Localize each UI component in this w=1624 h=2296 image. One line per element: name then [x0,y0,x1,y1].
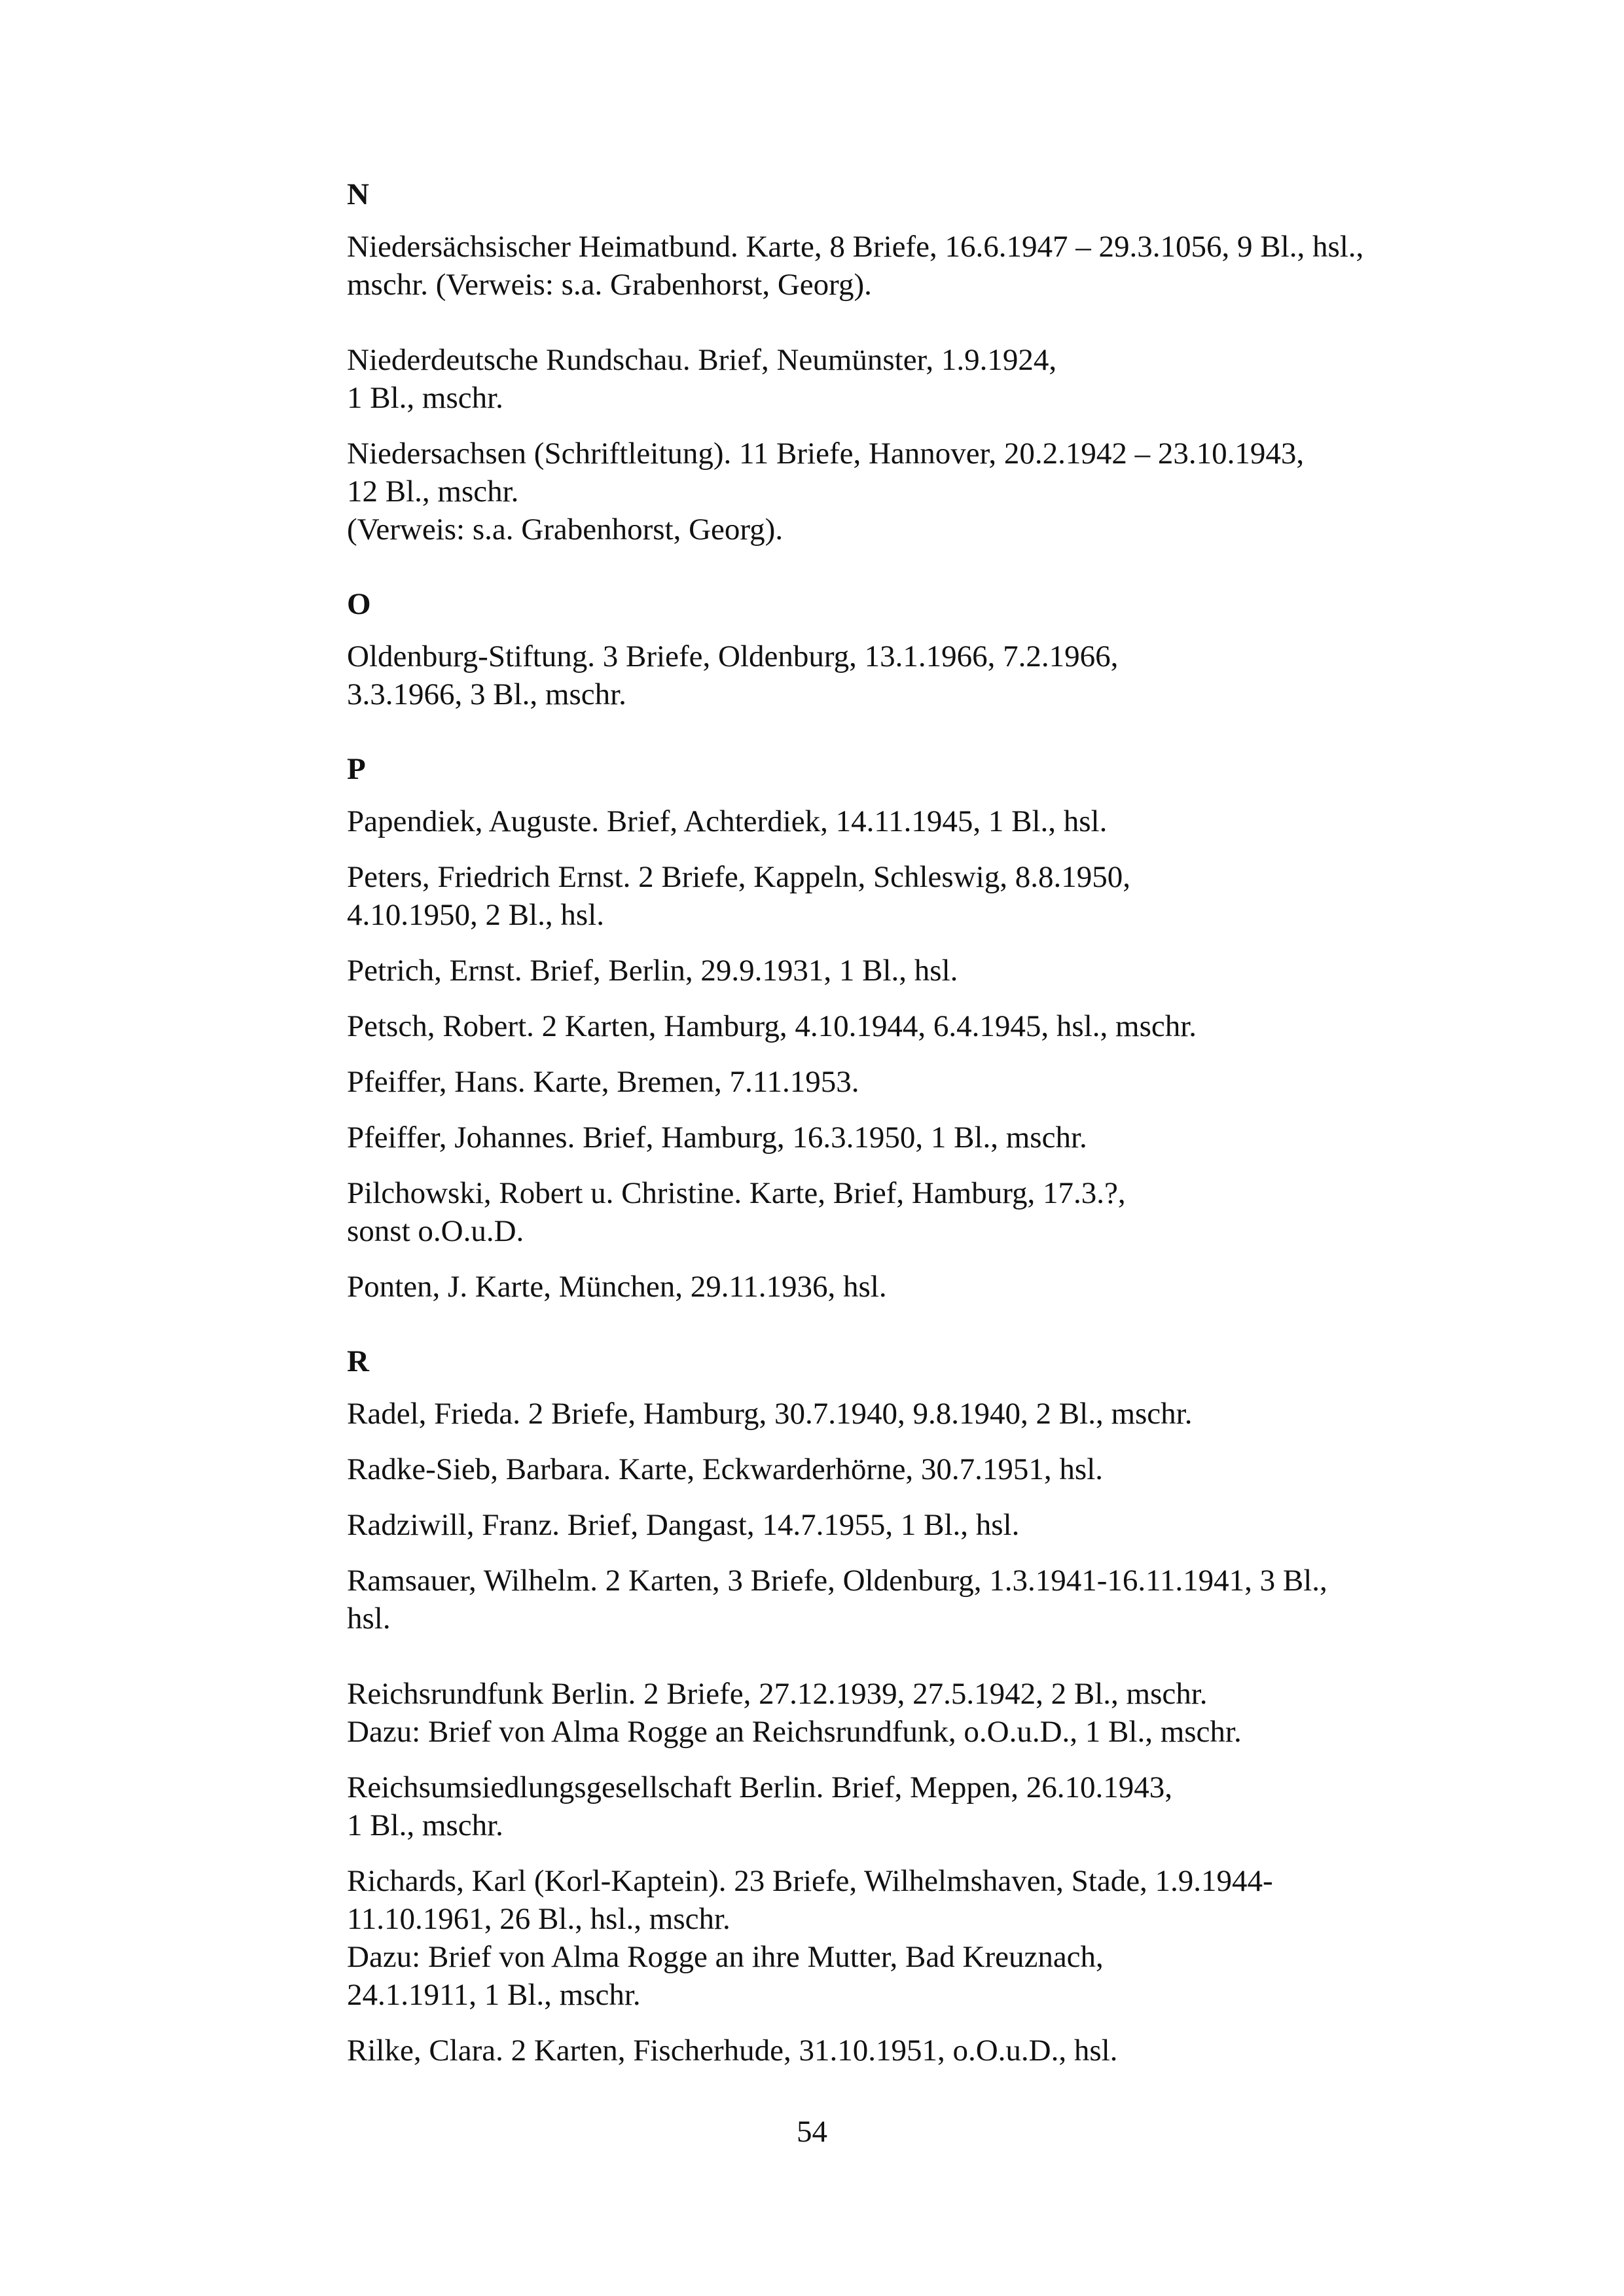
entry-line: Papendiek, Auguste. Brief, Achterdiek, 14.11.1945, 1 Bl., hsl. [347,804,1108,838]
entry-line: Reichsumsiedlungsgesellschaft Berlin. Brief, Meppen, 26.10.1943, [347,1770,1172,1804]
entry-line: Niedersachsen (Schriftleitung). 11 Briefe, Hannover, 20.2.1942 – 23.10.1943, [347,437,1305,471]
entry-line: mschr. (Verweis: s.a. Grabenhorst, Georg). [347,268,872,302]
entry-line: sonst o.O.u.D. [347,1214,524,1248]
entry-line: Radel, Frieda. 2 Briefe, Hamburg, 30.7.1940, 9.8.1940, 2 Bl., mschr. [347,1397,1193,1431]
entry-line: Pilchowski, Robert u. Christine. Karte, Brief, Hamburg, 17.3.?, [347,1176,1126,1210]
section-r [347,1342,1473,2070]
entry-line: Richards, Karl (Korl-Kaptein). 23 Briefe, Wilhelmshaven, Stade, 1.9.1944- [347,1864,1273,1898]
section-p [347,750,1473,1306]
entry-line: Oldenburg-Stiftung. 3 Briefe, Oldenburg, 13.1.1966, 7.2.1966, [347,639,1119,673]
entry-line: Radziwill, Franz. Brief, Dangast, 14.7.1955, 1 Bl., hsl. [347,1508,1020,1542]
entry-line: 24.1.1911, 1 Bl., mschr. [347,1978,641,2012]
index-entry [347,1268,1473,1306]
index-entry [347,341,1473,417]
section-letter: R [347,1344,369,1378]
entry-line: Reichsrundfunk Berlin. 2 Briefe, 27.12.1939, 27.5.1942, 2 Bl., mschr. [347,1677,1208,1711]
entry-line: 4.10.1950, 2 Bl., hsl. [347,898,605,932]
entry-line: 1 Bl., mschr. [347,381,503,415]
index-entry [347,1119,1473,1157]
entry-line: hsl. [347,1602,391,1636]
section-letter: O [347,587,371,621]
entry-line: Peters, Friedrich Ernst. 2 Briefe, Kappeln, Schleswig, 8.8.1950, [347,860,1130,894]
index-entry [347,1506,1473,1544]
section-n [347,175,1473,548]
index-entry [347,802,1473,840]
entry-line: Niederdeutsche Rundschau. Brief, Neumünster, 1.9.1924, [347,343,1057,377]
index-entry [347,858,1473,934]
entry-line: Ponten, J. Karte, München, 29.11.1936, hsl. [347,1270,887,1304]
entry-line: Ramsauer, Wilhelm. 2 Karten, 3 Briefe, Oldenburg, 1.3.1941-16.11.1941, 3 Bl., [347,1564,1327,1598]
entry-line: Dazu: Brief von Alma Rogge an Reichsrundfunk, o.O.u.D., 1 Bl., mschr. [347,1715,1242,1749]
entry-line: Niedersächsischer Heimatbund. Karte, 8 Briefe, 16.6.1947 – 29.3.1056, 9 Bl., hsl., [347,230,1364,264]
index-content [347,175,1473,2106]
index-entry [347,1007,1473,1045]
index-entry [347,228,1473,304]
entry-line: Radke-Sieb, Barbara. Karte, Eckwarderhörne, 30.7.1951, hsl. [347,1452,1104,1486]
page-number: 54 [797,2115,827,2149]
entry-line: Dazu: Brief von Alma Rogge an ihre Mutter, Bad Kreuznach, [347,1940,1104,1974]
entry-line: Petsch, Robert. 2 Karten, Hamburg, 4.10.1944, 6.4.1945, hsl., mschr. [347,1009,1197,1043]
entry-line: Rilke, Clara. 2 Karten, Fischerhude, 31.10.1951, o.O.u.D., hsl. [347,2034,1118,2068]
entry-line: Pfeiffer, Johannes. Brief, Hamburg, 16.3.1950, 1 Bl., mschr. [347,1121,1087,1155]
index-entry [347,1174,1473,1250]
index-entry [347,1862,1473,2014]
section-o [347,585,1473,713]
entry-line: 1 Bl., mschr. [347,1808,503,1842]
index-entry [347,637,1473,713]
index-entry [347,1562,1473,1638]
index-entry [347,435,1473,548]
section-letter: N [347,177,369,211]
entry-line: (Verweis: s.a. Grabenhorst, Georg). [347,512,784,547]
entry-line: Pfeiffer, Hans. Karte, Bremen, 7.11.1953. [347,1065,859,1099]
index-entry [347,2032,1473,2070]
entry-line: 12 Bl., mschr. [347,475,519,509]
index-entry [347,1063,1473,1101]
index-entry [347,1450,1473,1488]
entry-line: 11.10.1961, 26 Bl., hsl., mschr. [347,1902,731,1936]
entry-line: Petrich, Ernst. Brief, Berlin, 29.9.1931, 1 Bl., hsl. [347,954,958,988]
index-entry [347,1395,1473,1433]
section-letter: P [347,752,366,786]
entry-line: 3.3.1966, 3 Bl., mschr. [347,677,626,711]
index-entry [347,1675,1473,1751]
index-entry [347,1768,1473,1844]
index-entry [347,952,1473,990]
